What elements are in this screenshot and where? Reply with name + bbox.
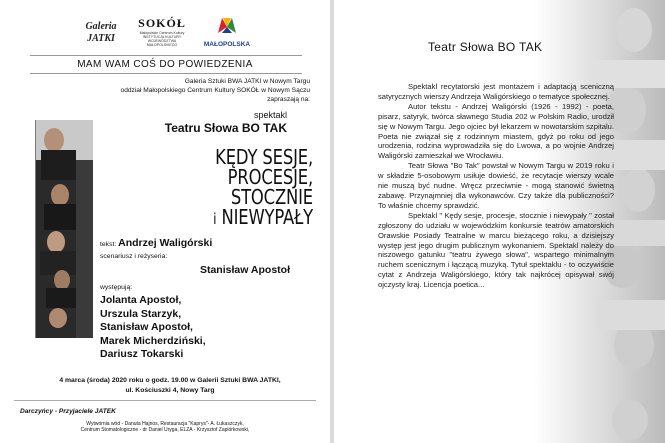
sponsors-line: Centrum Stomatologiczne - dr Daniel Uryga, ELZA - Krzysztof Zapiórkowski, xyxy=(80,427,250,434)
cast-member: Stanisław Apostoł, xyxy=(100,321,193,333)
director: Stanisław Apostoł xyxy=(199,264,290,276)
intro-block xyxy=(110,77,310,104)
cast-list xyxy=(100,294,315,362)
event-date-venue: 4 marca (środa) 2020 roku o godz. 19.00 w Galerii Sztuki BWA JATKI, xyxy=(59,377,281,384)
cast-label: występują: xyxy=(100,284,133,291)
sponsors-footer xyxy=(14,400,316,443)
sokol-logo xyxy=(133,16,191,47)
cast-member: Marek Micherdziński, xyxy=(100,334,206,347)
description-text xyxy=(378,82,614,290)
play-title-line-last xyxy=(138,207,313,229)
text-author: Andrzej Waligórski xyxy=(118,237,213,249)
event-address: ul. Kościuszki 4, Nowy Targ xyxy=(125,386,215,394)
cast-photo xyxy=(35,120,93,338)
direction-label: scenariusz i reżyseria: xyxy=(100,253,168,260)
logo-bar xyxy=(0,14,330,50)
play-title-line: NIEWYPAŁY xyxy=(221,205,313,229)
cast-member: Dariusz Tokarski xyxy=(100,348,184,360)
play-title-conj: i xyxy=(213,210,217,228)
description-title: Teatr Słowa BO TAK xyxy=(428,40,543,54)
sokol-logo-subtitle: Małopolskie Centrum Kultury INSTYTUCJA KULTURY WOJEWÓDZTWA MAŁOPOLSKIEGO xyxy=(139,31,185,47)
galeria-jatki-logo xyxy=(84,14,118,48)
description-paragraph: Teatr Słowa "Bo Tak" powstał w Nowym Targu w 2019 roku i w składzie 5-osobowym usiłuje dowieść, że recytacje wierszy wcale nie muszą być nudne. Wręcz przeciwnie - mogą stanowić świetną zabawę. Przynajmniej dla wykonawców. Czy także dla publiczności? To właśnie chcemy sprawdzić. xyxy=(378,161,614,210)
play-title-line: STOCZNIE xyxy=(230,185,313,209)
headline: MAM WAM COŚ DO POWIEDZENIA xyxy=(77,59,253,70)
sponsors-list xyxy=(14,421,316,434)
svg-text:JATKI: JATKI xyxy=(87,33,115,44)
text-credit xyxy=(100,237,310,249)
play-title-line: KĘDY SESJE, xyxy=(215,145,313,169)
description-page xyxy=(334,0,665,443)
intro-line: zapraszają na: xyxy=(267,96,310,103)
cast-member: Jolanta Apostoł, xyxy=(100,294,182,306)
sokol-logo-name: SOKÓŁ xyxy=(138,16,186,30)
divider-top xyxy=(30,55,302,56)
description-paragraph: Spektakl recytatorski jest montażem i adaptacją sceniczną satyrycznych wierszy Andrzeja Waligórskiego o tematyce społecznej. xyxy=(378,82,614,101)
description-paragraph: Spektakl " Kędy sesje, procesje, stocznie i niewypały " został zgłoszony do udziału w wojewódzkim konkursie teatrów amatorskich Orawskie Posiady Teatralne w marcu bieżącego roku, a dzisiejszy występ jest jego drugim publicznym wykonaniem. Spektakl należy do niszowego gatunku "teatru żywego słowa", wspartego minimalnym ruchem scenicznym i łączącą muzyką. Tytuł spektaklu - to oczywiście cytat z Andrzeja Waligórskiego, który tak najkrócej opisywał swój ojczysty kraj. Licencja poetica... xyxy=(378,210,614,290)
description-paragraph: Autor tekstu - Andrzej Waligórski (1926 - 1992) - poeta, pisarz, satyryk, twórca sławnego Studia 202 w Polskim Radio, urodził się w Nowym Targu. Jego ojciec był lekarzem w nowotarskim szpitalu. Poeta nie związał się z rodzinnym miastem, gdyż po roku od jego urodzenia, rodzina wyprowadziła się do Lwowa, a po wojnie Andrzej Waligórski zamieszkał we Wrocławiu. xyxy=(378,101,614,161)
troupe-name: Teatru Słowa BO TAK xyxy=(164,121,287,135)
svg-text:Galeria: Galeria xyxy=(85,21,117,32)
poster-page xyxy=(0,0,330,443)
donors-heading: Darczyńcy - Przyjaciele JATEK xyxy=(20,408,116,415)
spektakl-label: spektakl xyxy=(253,110,287,120)
director-name xyxy=(100,264,290,276)
text-credit-label: tekst: xyxy=(100,241,117,248)
play-title xyxy=(138,147,313,229)
malopolska-logo xyxy=(203,16,251,48)
play-title-line: PROCESJE, xyxy=(227,165,313,189)
sponsors-line: Wytwórnia wód - Danuta Hajnos, Restauracja "Kaprys"- A. Łukaszczyk, xyxy=(86,421,244,427)
malopolska-logo-name: MAŁOPOLSKA xyxy=(203,41,251,48)
divider-headline xyxy=(30,73,302,74)
event-info xyxy=(25,376,315,395)
intro-line: Galeria Sztuki BWA JATKI w Nowym Targu xyxy=(184,78,310,85)
cast-member: Urszula Starzyk, xyxy=(100,307,182,320)
intro-line: oddział Małopolskiego Centrum Kultury SOKÓŁ w Nowym Sączu xyxy=(120,87,310,94)
malopolska-m-icon xyxy=(217,16,237,34)
